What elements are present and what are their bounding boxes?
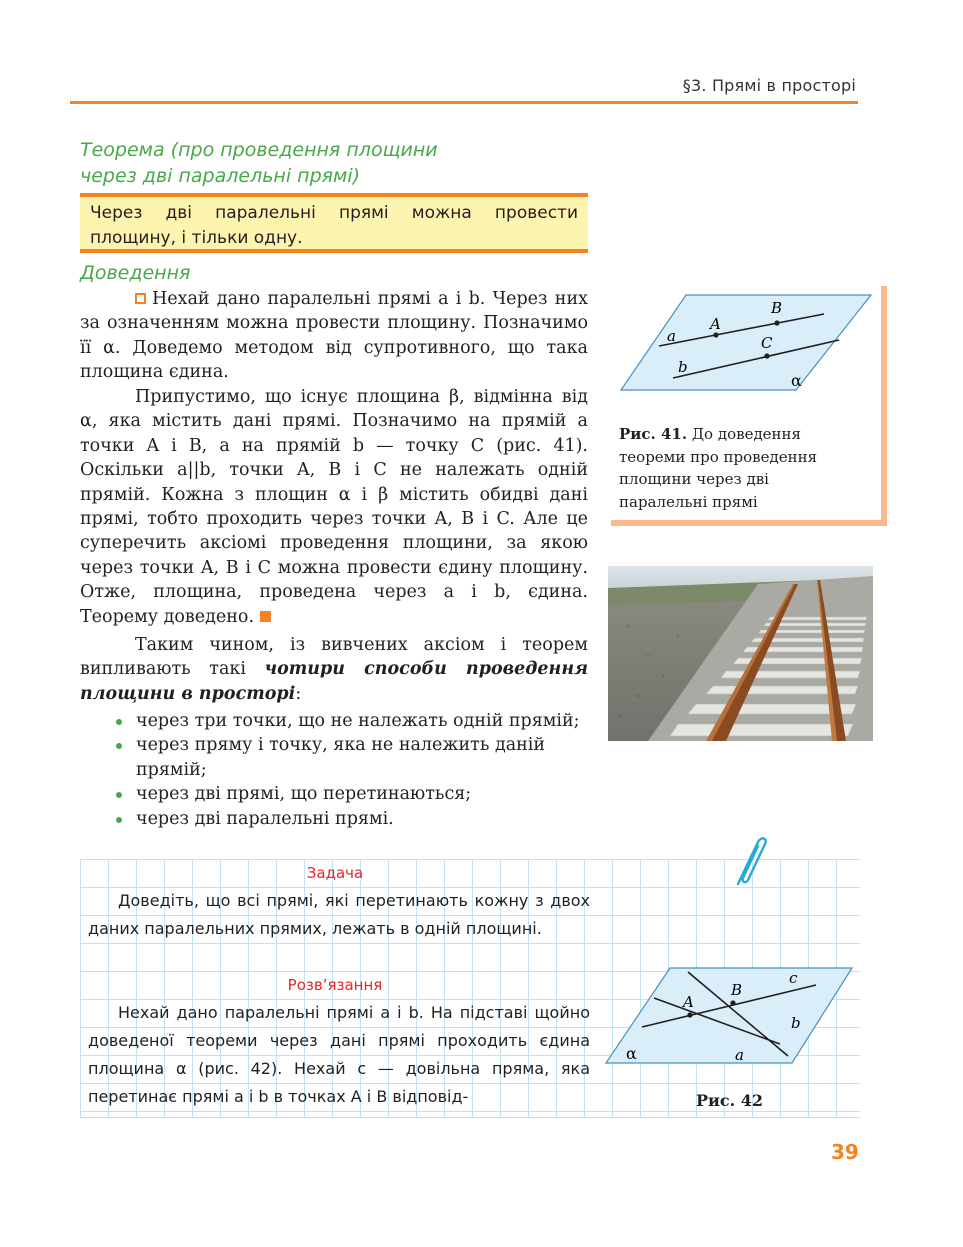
task-text: Доведіть, що всі прямі, які перетинають кожну з двох даних паралельних прямих, лежать в одній площині. [88,891,590,938]
theorem-title [80,137,580,189]
label-b: b [791,1014,801,1032]
proof-end-square-icon [260,611,271,622]
label-b: b [678,358,688,376]
plane-alpha [606,968,852,1063]
list-item: через дві прямі, що перетинаються; [80,782,590,806]
theorem-title-line-2: через дві паралельні прямі) [80,165,361,187]
point-B [774,320,779,325]
proof-p3-bold: чотири способи проведення площини в просторі [80,659,588,704]
list-item: через пряму і точку, яка не належить даній прямій; [80,733,590,782]
proof-paragraph-1 [80,287,588,385]
theorem-statement: Через дві паралельні прямі можна провести площину, і тільки одну. [80,193,588,253]
figure-41-diagram [611,290,881,400]
label-alpha: α [626,1044,637,1063]
paperclip-icon [728,834,768,890]
label-C: C [761,334,773,352]
figure-42-caption: Рис. 42 [696,1091,764,1110]
railway-track-photo [608,566,873,741]
figure-42-diagram [600,966,860,1076]
running-header: §3. Прямі в просторі [682,76,856,95]
task-title: Задача [306,864,364,882]
label-alpha: α [791,371,802,390]
theorem-title-line-1: Теорема (про проведення площини [80,139,438,161]
figure-41-number: Рис. 41. [619,425,688,443]
plane-alpha [621,295,871,390]
header-divider [70,101,858,104]
label-a: a [667,327,676,345]
solution-title: Розв’язання [287,976,383,994]
bullet-dot-icon [116,792,122,798]
list-item: через три точки, що не належать одній прямій; [80,709,590,733]
proof-start-square-icon [135,293,146,304]
point-C [764,353,769,358]
point-A [713,332,718,337]
point-A [687,1012,692,1017]
proof-p3-start: Таким чином, із вивчених аксіом і теорем випливають такі [80,635,588,680]
point-B [730,1000,735,1005]
figure-41-caption-text: До доведення теореми про проведення площини через дві паралельні прямі [619,425,818,511]
label-c: c [789,969,798,987]
bullet-dot-icon [116,719,122,725]
solution-text: Нехай дано паралельні прямі a і b. На підставі щойно доведеної теореми через дані прямі проходить єдина площина α (рис. 42). Нехай c — довільна пряма, яка перетинає прямі a і b в точках A і B відповід- [88,1003,590,1106]
label-A: A [710,315,721,333]
label-B: B [771,299,783,317]
proof-paragraph-2 [80,385,588,629]
page-number: 39 [831,1140,859,1164]
proof-paragraph-3 [80,633,588,706]
proof-p3-end: : [295,683,302,704]
proof-title: Доведення [80,262,191,284]
bullet-dot-icon [116,817,122,823]
proof-p1-text: Нехай дано паралельні прямі a і b. Через них за означенням можна провести площину. Позначимо її α. Доведемо методом від супротивного, що така площина єдина. [80,289,588,383]
label-a: a [735,1046,744,1064]
bullet-dot-icon [116,743,122,749]
proof-p2-text: Припустимо, що існує площина β, відмінна від α, яка містить дані прямі. Позначимо на прямій a точки A і B, а на прямій b — точку C (рис. 41). Оскільки a||b, точки A, B і C не належать одній прямій. Кожна з площин α і β містить обидві дані прямі, тобто проходить через точки A, B і C. Але це суперечить аксіомі проведення площини, за якою через точки A, B і C можна провести єдину площину. Отже, площина, проведена через a і b, єдина. Теорему доведено. [80,387,588,627]
plane-methods-list [80,709,590,831]
label-A: A [683,993,694,1011]
label-B: B [731,981,743,999]
figure-41-caption [619,423,859,513]
list-item: через дві паралельні прямі. [80,807,590,831]
